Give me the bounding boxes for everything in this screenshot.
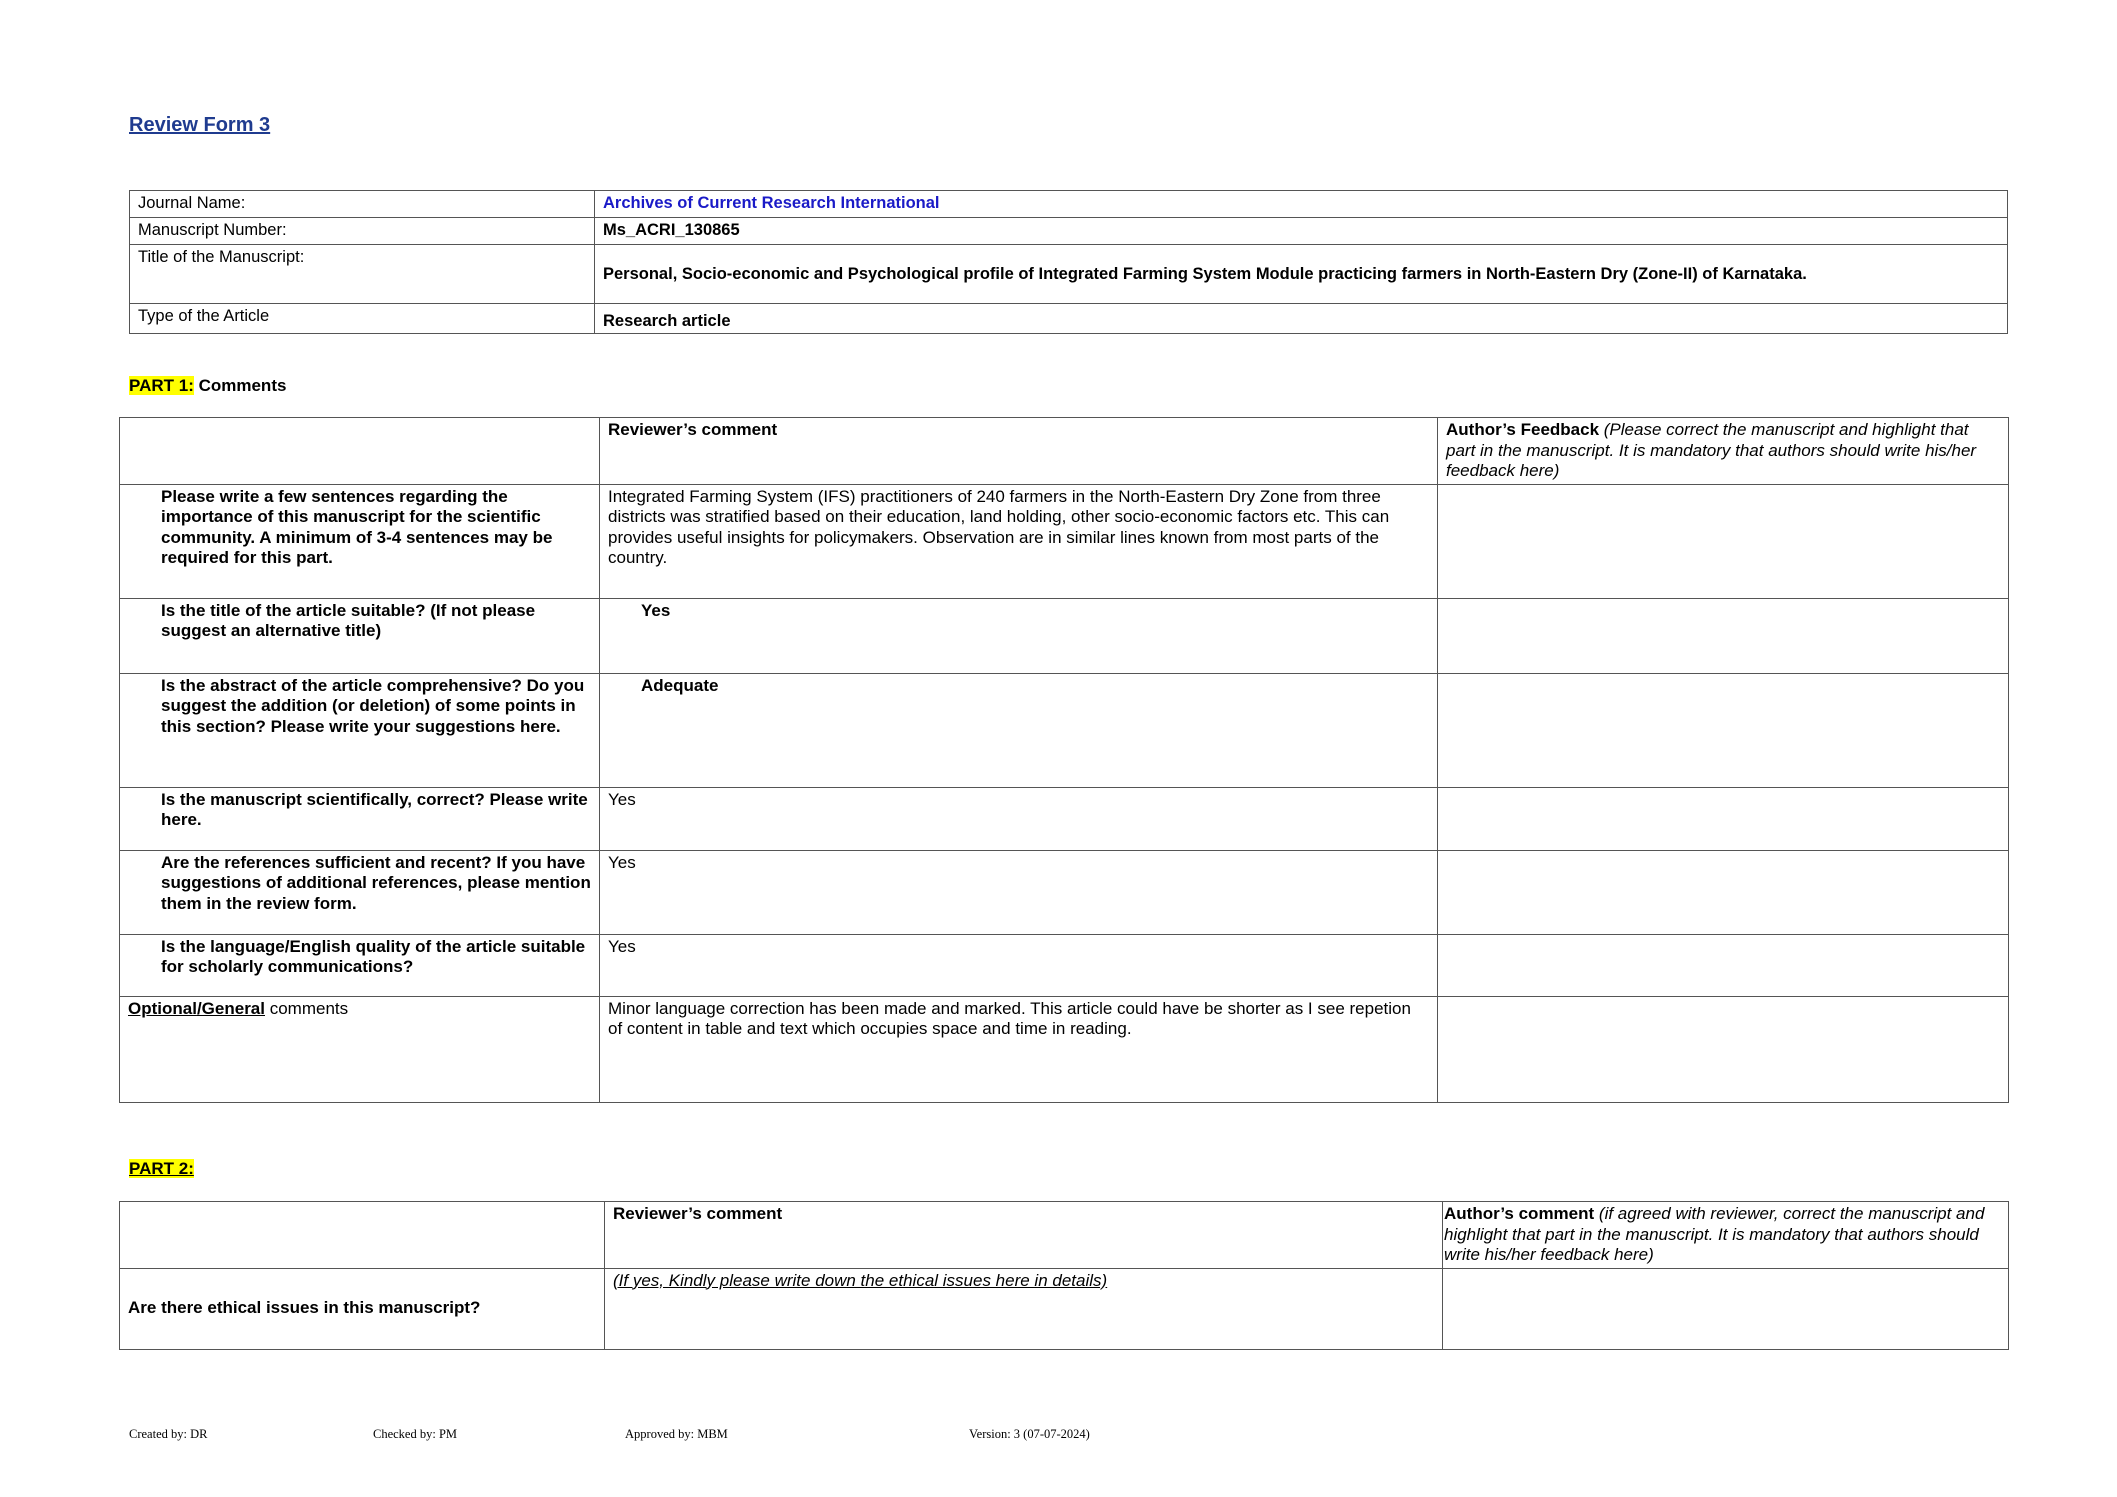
optional-label-optional: Optional <box>128 998 197 1018</box>
question-ethical-issues: Are there ethical issues in this manuscript? <box>120 1268 605 1349</box>
title-value: Personal, Socio-economic and Psychological profile of Integrated Farming System Module practicing farmers in North-Eastern Dry (Zone-II) of Karnataka. <box>595 245 2008 304</box>
footer-version: Version: 3 (07-07-2024) <box>969 1427 1090 1441</box>
type-label: Type of the Article <box>130 304 595 334</box>
table-row <box>120 598 2009 673</box>
reviewer-comment-language: Yes <box>600 934 1438 996</box>
table-row <box>120 484 2009 598</box>
optional-comments-label <box>120 996 600 1102</box>
question-abstract: Is the abstract of the article comprehensive? Do you suggest the addition (or deletion) of some points in this section? Please write your suggestions here. <box>120 673 600 787</box>
table-row <box>120 1268 2009 1349</box>
title-row <box>130 245 2008 304</box>
question-scientific: Is the manuscript scientifically, correct? Please write here. <box>120 787 600 850</box>
part2-header-row <box>120 1202 2009 1269</box>
author-feedback-cell[interactable] <box>1438 787 2009 850</box>
author-comment-cell[interactable] <box>1443 1268 2009 1349</box>
table-row <box>120 934 2009 996</box>
header-empty-cell <box>120 1202 605 1269</box>
author-comment-title: Author’s comment <box>1444 1204 1595 1223</box>
optional-comments-row <box>120 996 2009 1102</box>
question-language: Is the language/English quality of the article suitable for scholarly communications? <box>120 934 600 996</box>
author-feedback-cell[interactable] <box>1438 484 2009 598</box>
reviewer-optional-comment: Minor language correction has been made and marked. This article could have be shorter as I see repetion of content in table and text which occupies space and time in reading. <box>600 996 1438 1102</box>
reviewer-ethical-comment[interactable]: (If yes, Kindly please write down the ethical issues here in details) <box>605 1268 1443 1349</box>
header-reviewer-comment: Reviewer’s comment <box>605 1202 1443 1269</box>
reviewer-comment-abstract: Adequate <box>600 673 1438 787</box>
author-feedback-title: Author’s Feedback <box>1446 420 1600 439</box>
footer-created: Created by: DR <box>129 1427 208 1441</box>
part1-label <box>129 376 286 396</box>
optional-label-comments: comments <box>265 998 349 1018</box>
reviewer-comment-title: Yes <box>600 598 1438 673</box>
table-row <box>120 673 2009 787</box>
manuscript-info-table <box>129 190 2008 334</box>
header-author-feedback <box>1438 418 2009 485</box>
reviewer-comment-importance: Integrated Farming System (IFS) practitioners of 240 farmers in the North-Eastern Dry Zone from three districts was stratified based on their education, land holding, other socio-economic factors etc. This can provides useful insights for policymakers. Observation are in similar lines known from most parts of the country. <box>600 484 1438 598</box>
journal-row <box>130 191 2008 218</box>
part1-label-highlight: PART 1: <box>129 376 194 395</box>
question-importance: Please write a few sentences regarding the importance of this manuscript for the scientific community. A minimum of 3-4 sentences may be required for this part. <box>120 484 600 598</box>
header-reviewer-comment: Reviewer’s comment <box>600 418 1438 485</box>
form-title: Review Form 3 <box>129 114 271 136</box>
author-comment-instructions: (if agreed with reviewer, correct the manuscript and highlight that part in the manuscript. It is mandatory that authors should write his/her feedback here) <box>1444 1204 1985 1264</box>
part2-label-highlight: PART 2: <box>129 1159 194 1178</box>
journal-label: Journal Name: <box>130 191 595 218</box>
journal-value: Archives of Current Research International <box>595 191 2008 218</box>
part1-header-row <box>120 418 2009 485</box>
title-label: Title of the Manuscript: <box>130 245 595 304</box>
manuscript-number-label: Manuscript Number: <box>130 218 595 245</box>
table-row <box>120 850 2009 934</box>
author-feedback-cell[interactable] <box>1438 934 2009 996</box>
type-row <box>130 304 2008 334</box>
author-feedback-cell[interactable] <box>1438 598 2009 673</box>
part2-ethics-table <box>119 1201 2009 1350</box>
header-author-comment <box>1443 1202 2009 1269</box>
author-feedback-cell[interactable] <box>1438 850 2009 934</box>
manuscript-number-value: Ms_ACRI_130865 <box>595 218 2008 245</box>
reviewer-comment-references: Yes <box>600 850 1438 934</box>
part1-label-rest: Comments <box>193 376 287 395</box>
question-references: Are the references sufficient and recent? If you have suggestions of additional references, please mention them in the review form. <box>120 850 600 934</box>
footer-checked: Checked by: PM <box>373 1427 458 1441</box>
footer-approved: Approved by: MBM <box>625 1427 728 1441</box>
reviewer-comment-scientific: Yes <box>600 787 1438 850</box>
optional-label-general: /General <box>196 998 265 1018</box>
part1-comments-table <box>119 417 2009 1103</box>
header-empty-cell <box>120 418 600 485</box>
type-value: Research article <box>595 304 2008 334</box>
author-feedback-instructions: (Please correct the manuscript and highlight that part in the manuscript. It is mandatory that authors should write his/her feedback here) <box>1446 420 1977 480</box>
author-feedback-cell[interactable] <box>1438 996 2009 1102</box>
table-row <box>120 787 2009 850</box>
manuscript-number-row <box>130 218 2008 245</box>
author-feedback-cell[interactable] <box>1438 673 2009 787</box>
question-title-suitable: Is the title of the article suitable? (If not please suggest an alternative title) <box>120 598 600 673</box>
part2-label <box>129 1159 194 1179</box>
